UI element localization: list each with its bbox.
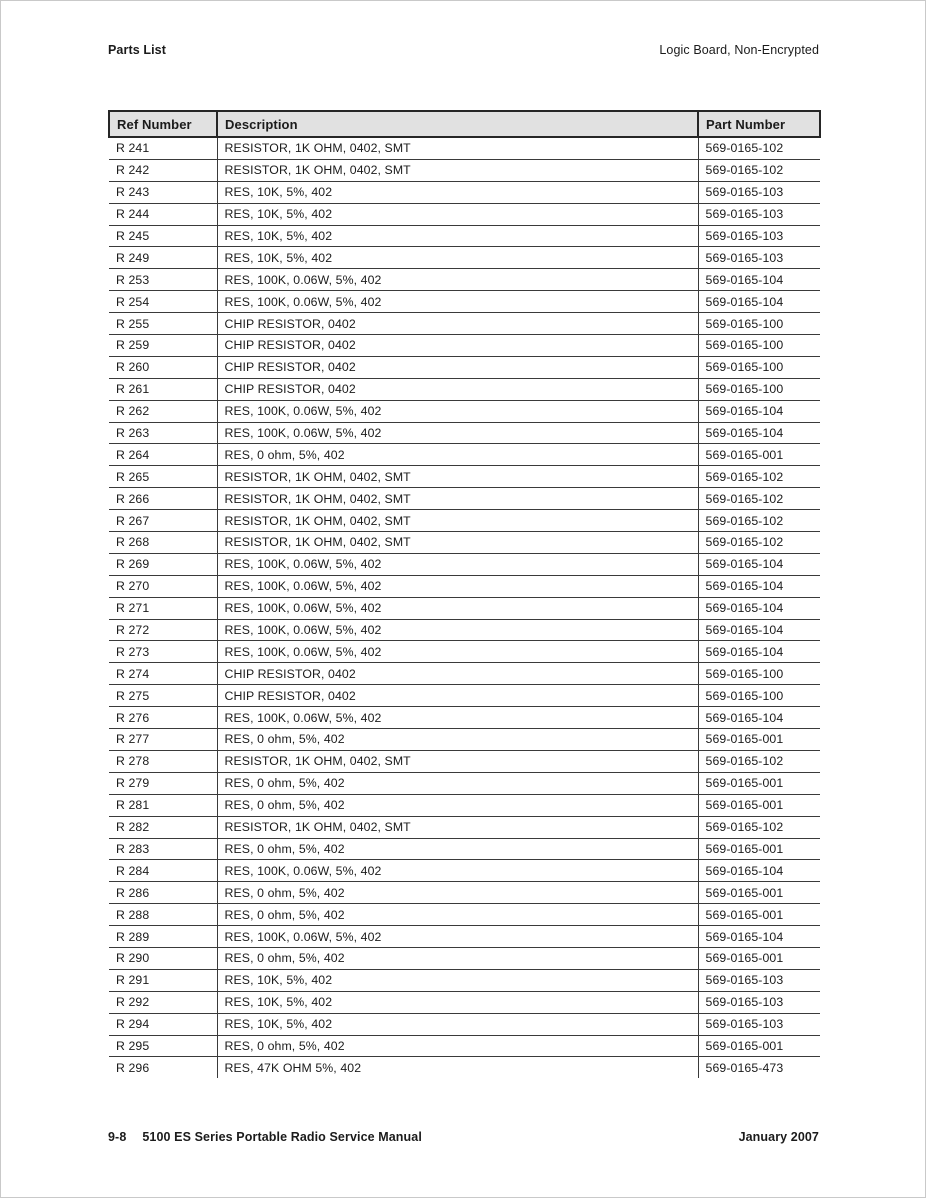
running-header <box>108 43 819 57</box>
part-number-cell: 569-0165-104 <box>698 291 820 313</box>
table-row <box>109 1035 820 1057</box>
description-cell: RES, 100K, 0.06W, 5%, 402 <box>217 597 698 619</box>
ref-number-cell: R 266 <box>109 488 217 510</box>
table-row <box>109 203 820 225</box>
part-number-cell: 569-0165-100 <box>698 313 820 335</box>
ref-number-cell: R 249 <box>109 247 217 269</box>
parts-list-table <box>108 110 821 1078</box>
part-number-cell: 569-0165-100 <box>698 335 820 357</box>
part-number-cell: 569-0165-104 <box>698 269 820 291</box>
table-row <box>109 772 820 794</box>
description-cell: RES, 10K, 5%, 402 <box>217 225 698 247</box>
part-number-cell: 569-0165-103 <box>698 969 820 991</box>
description-cell: CHIP RESISTOR, 0402 <box>217 685 698 707</box>
table-row <box>109 1057 820 1078</box>
part-number-cell: 569-0165-103 <box>698 1013 820 1035</box>
part-number-cell: 569-0165-103 <box>698 225 820 247</box>
part-number-cell: 569-0165-104 <box>698 641 820 663</box>
table-row <box>109 882 820 904</box>
ref-number-cell: R 275 <box>109 685 217 707</box>
table-row <box>109 838 820 860</box>
part-number-cell: 569-0165-001 <box>698 904 820 926</box>
table-row <box>109 794 820 816</box>
table-row <box>109 816 820 838</box>
part-number-cell: 569-0165-102 <box>698 750 820 772</box>
ref-number-cell: R 294 <box>109 1013 217 1035</box>
ref-number-cell: R 269 <box>109 553 217 575</box>
description-cell: RES, 10K, 5%, 402 <box>217 1013 698 1035</box>
ref-number-cell: R 262 <box>109 400 217 422</box>
part-number-cell: 569-0165-104 <box>698 553 820 575</box>
part-number-cell: 569-0165-102 <box>698 159 820 181</box>
table-row <box>109 313 820 335</box>
description-cell: RES, 10K, 5%, 402 <box>217 181 698 203</box>
ref-number-cell: R 264 <box>109 444 217 466</box>
description-cell: RESISTOR, 1K OHM, 0402, SMT <box>217 159 698 181</box>
table-row <box>109 291 820 313</box>
description-cell: RES, 0 ohm, 5%, 402 <box>217 838 698 860</box>
description-cell: RES, 100K, 0.06W, 5%, 402 <box>217 269 698 291</box>
ref-number-cell: R 290 <box>109 947 217 969</box>
ref-number-cell: R 277 <box>109 729 217 751</box>
part-number-cell: 569-0165-104 <box>698 860 820 882</box>
part-number-cell: 569-0165-103 <box>698 181 820 203</box>
table-row <box>109 356 820 378</box>
page-number: 9-8 <box>108 1130 127 1144</box>
table-row <box>109 663 820 685</box>
ref-number-cell: R 295 <box>109 1035 217 1057</box>
description-cell: RES, 10K, 5%, 402 <box>217 203 698 225</box>
ref-number-cell: R 245 <box>109 225 217 247</box>
running-footer <box>108 1130 819 1144</box>
description-cell: CHIP RESISTOR, 0402 <box>217 663 698 685</box>
ref-number-cell: R 272 <box>109 619 217 641</box>
description-cell: RESISTOR, 1K OHM, 0402, SMT <box>217 466 698 488</box>
description-cell: RES, 0 ohm, 5%, 402 <box>217 904 698 926</box>
ref-number-cell: R 271 <box>109 597 217 619</box>
table-row <box>109 488 820 510</box>
ref-number-cell: R 284 <box>109 860 217 882</box>
ref-number-cell: R 244 <box>109 203 217 225</box>
ref-number-cell: R 281 <box>109 794 217 816</box>
table-row <box>109 729 820 751</box>
table-row <box>109 181 820 203</box>
column-header-description: Description <box>217 111 698 137</box>
description-cell: RESISTOR, 1K OHM, 0402, SMT <box>217 510 698 532</box>
description-cell: RES, 100K, 0.06W, 5%, 402 <box>217 422 698 444</box>
table-row <box>109 904 820 926</box>
part-number-cell: 569-0165-102 <box>698 816 820 838</box>
part-number-cell: 569-0165-001 <box>698 729 820 751</box>
ref-number-cell: R 259 <box>109 335 217 357</box>
column-header-ref-number: Ref Number <box>109 111 217 137</box>
part-number-cell: 569-0165-104 <box>698 422 820 444</box>
part-number-cell: 569-0165-104 <box>698 400 820 422</box>
description-cell: RES, 100K, 0.06W, 5%, 402 <box>217 291 698 313</box>
manual-title: 5100 ES Series Portable Radio Service Manual <box>142 1130 422 1144</box>
footer-date: January 2007 <box>738 1130 819 1144</box>
description-cell: RESISTOR, 1K OHM, 0402, SMT <box>217 488 698 510</box>
running-header-right: Logic Board, Non-Encrypted <box>659 43 819 57</box>
part-number-cell: 569-0165-100 <box>698 378 820 400</box>
table-row <box>109 969 820 991</box>
ref-number-cell: R 276 <box>109 707 217 729</box>
table-row <box>109 137 820 159</box>
footer-left <box>108 1130 422 1144</box>
ref-number-cell: R 268 <box>109 532 217 554</box>
description-cell: RES, 100K, 0.06W, 5%, 402 <box>217 641 698 663</box>
part-number-cell: 569-0165-102 <box>698 137 820 159</box>
ref-number-cell: R 282 <box>109 816 217 838</box>
table-row <box>109 378 820 400</box>
description-cell: RESISTOR, 1K OHM, 0402, SMT <box>217 532 698 554</box>
description-cell: RES, 0 ohm, 5%, 402 <box>217 794 698 816</box>
part-number-cell: 569-0165-001 <box>698 1035 820 1057</box>
ref-number-cell: R 254 <box>109 291 217 313</box>
description-cell: CHIP RESISTOR, 0402 <box>217 378 698 400</box>
ref-number-cell: R 274 <box>109 663 217 685</box>
table-row <box>109 422 820 444</box>
part-number-cell: 569-0165-103 <box>698 991 820 1013</box>
table-row <box>109 641 820 663</box>
ref-number-cell: R 260 <box>109 356 217 378</box>
table-row <box>109 553 820 575</box>
table-row <box>109 597 820 619</box>
part-number-cell: 569-0165-001 <box>698 947 820 969</box>
table-row <box>109 532 820 554</box>
table-row <box>109 400 820 422</box>
part-number-cell: 569-0165-100 <box>698 663 820 685</box>
part-number-cell: 569-0165-104 <box>698 597 820 619</box>
ref-number-cell: R 291 <box>109 969 217 991</box>
description-cell: RES, 0 ohm, 5%, 402 <box>217 882 698 904</box>
part-number-cell: 569-0165-001 <box>698 838 820 860</box>
table-row <box>109 335 820 357</box>
description-cell: RES, 10K, 5%, 402 <box>217 247 698 269</box>
description-cell: RES, 0 ohm, 5%, 402 <box>217 947 698 969</box>
ref-number-cell: R 279 <box>109 772 217 794</box>
description-cell: RESISTOR, 1K OHM, 0402, SMT <box>217 137 698 159</box>
description-cell: RES, 0 ohm, 5%, 402 <box>217 772 698 794</box>
table-row <box>109 159 820 181</box>
description-cell: RES, 0 ohm, 5%, 402 <box>217 729 698 751</box>
description-cell: RESISTOR, 1K OHM, 0402, SMT <box>217 750 698 772</box>
description-cell: RESISTOR, 1K OHM, 0402, SMT <box>217 816 698 838</box>
description-cell: RES, 0 ohm, 5%, 402 <box>217 444 698 466</box>
table-header <box>109 111 820 137</box>
table-row <box>109 619 820 641</box>
part-number-cell: 569-0165-100 <box>698 685 820 707</box>
description-cell: RES, 100K, 0.06W, 5%, 402 <box>217 400 698 422</box>
part-number-cell: 569-0165-104 <box>698 619 820 641</box>
part-number-cell: 569-0165-473 <box>698 1057 820 1078</box>
part-number-cell: 569-0165-102 <box>698 510 820 532</box>
column-header-part-number: Part Number <box>698 111 820 137</box>
description-cell: RES, 100K, 0.06W, 5%, 402 <box>217 575 698 597</box>
table-row <box>109 444 820 466</box>
ref-number-cell: R 255 <box>109 313 217 335</box>
table-row <box>109 247 820 269</box>
description-cell: RES, 100K, 0.06W, 5%, 402 <box>217 926 698 948</box>
ref-number-cell: R 263 <box>109 422 217 444</box>
parts-table-body <box>109 137 820 1078</box>
ref-number-cell: R 243 <box>109 181 217 203</box>
part-number-cell: 569-0165-104 <box>698 926 820 948</box>
part-number-cell: 569-0165-104 <box>698 707 820 729</box>
part-number-cell: 569-0165-001 <box>698 444 820 466</box>
ref-number-cell: R 292 <box>109 991 217 1013</box>
ref-number-cell: R 242 <box>109 159 217 181</box>
part-number-cell: 569-0165-102 <box>698 488 820 510</box>
part-number-cell: 569-0165-001 <box>698 772 820 794</box>
description-cell: RES, 100K, 0.06W, 5%, 402 <box>217 553 698 575</box>
ref-number-cell: R 296 <box>109 1057 217 1078</box>
table-row <box>109 685 820 707</box>
description-cell: RES, 47K OHM 5%, 402 <box>217 1057 698 1078</box>
description-cell: RES, 100K, 0.06W, 5%, 402 <box>217 619 698 641</box>
ref-number-cell: R 261 <box>109 378 217 400</box>
running-header-left: Parts List <box>108 43 166 57</box>
description-cell: CHIP RESISTOR, 0402 <box>217 335 698 357</box>
part-number-cell: 569-0165-104 <box>698 575 820 597</box>
description-cell: RES, 0 ohm, 5%, 402 <box>217 1035 698 1057</box>
table-row <box>109 991 820 1013</box>
table-row <box>109 510 820 532</box>
part-number-cell: 569-0165-103 <box>698 247 820 269</box>
description-cell: CHIP RESISTOR, 0402 <box>217 356 698 378</box>
ref-number-cell: R 265 <box>109 466 217 488</box>
ref-number-cell: R 273 <box>109 641 217 663</box>
ref-number-cell: R 288 <box>109 904 217 926</box>
part-number-cell: 569-0165-001 <box>698 882 820 904</box>
part-number-cell: 569-0165-102 <box>698 466 820 488</box>
description-cell: RES, 10K, 5%, 402 <box>217 969 698 991</box>
ref-number-cell: R 270 <box>109 575 217 597</box>
description-cell: RES, 10K, 5%, 402 <box>217 991 698 1013</box>
table-row <box>109 1013 820 1035</box>
ref-number-cell: R 286 <box>109 882 217 904</box>
part-number-cell: 569-0165-001 <box>698 794 820 816</box>
part-number-cell: 569-0165-103 <box>698 203 820 225</box>
table-row <box>109 225 820 247</box>
description-cell: CHIP RESISTOR, 0402 <box>217 313 698 335</box>
ref-number-cell: R 289 <box>109 926 217 948</box>
part-number-cell: 569-0165-100 <box>698 356 820 378</box>
ref-number-cell: R 283 <box>109 838 217 860</box>
ref-number-cell: R 253 <box>109 269 217 291</box>
table-row <box>109 947 820 969</box>
ref-number-cell: R 278 <box>109 750 217 772</box>
description-cell: RES, 100K, 0.06W, 5%, 402 <box>217 707 698 729</box>
ref-number-cell: R 267 <box>109 510 217 532</box>
table-row <box>109 466 820 488</box>
ref-number-cell: R 241 <box>109 137 217 159</box>
table-row <box>109 707 820 729</box>
table-row <box>109 750 820 772</box>
table-row <box>109 860 820 882</box>
table-row <box>109 575 820 597</box>
part-number-cell: 569-0165-102 <box>698 532 820 554</box>
table-row <box>109 269 820 291</box>
description-cell: RES, 100K, 0.06W, 5%, 402 <box>217 860 698 882</box>
table-row <box>109 926 820 948</box>
